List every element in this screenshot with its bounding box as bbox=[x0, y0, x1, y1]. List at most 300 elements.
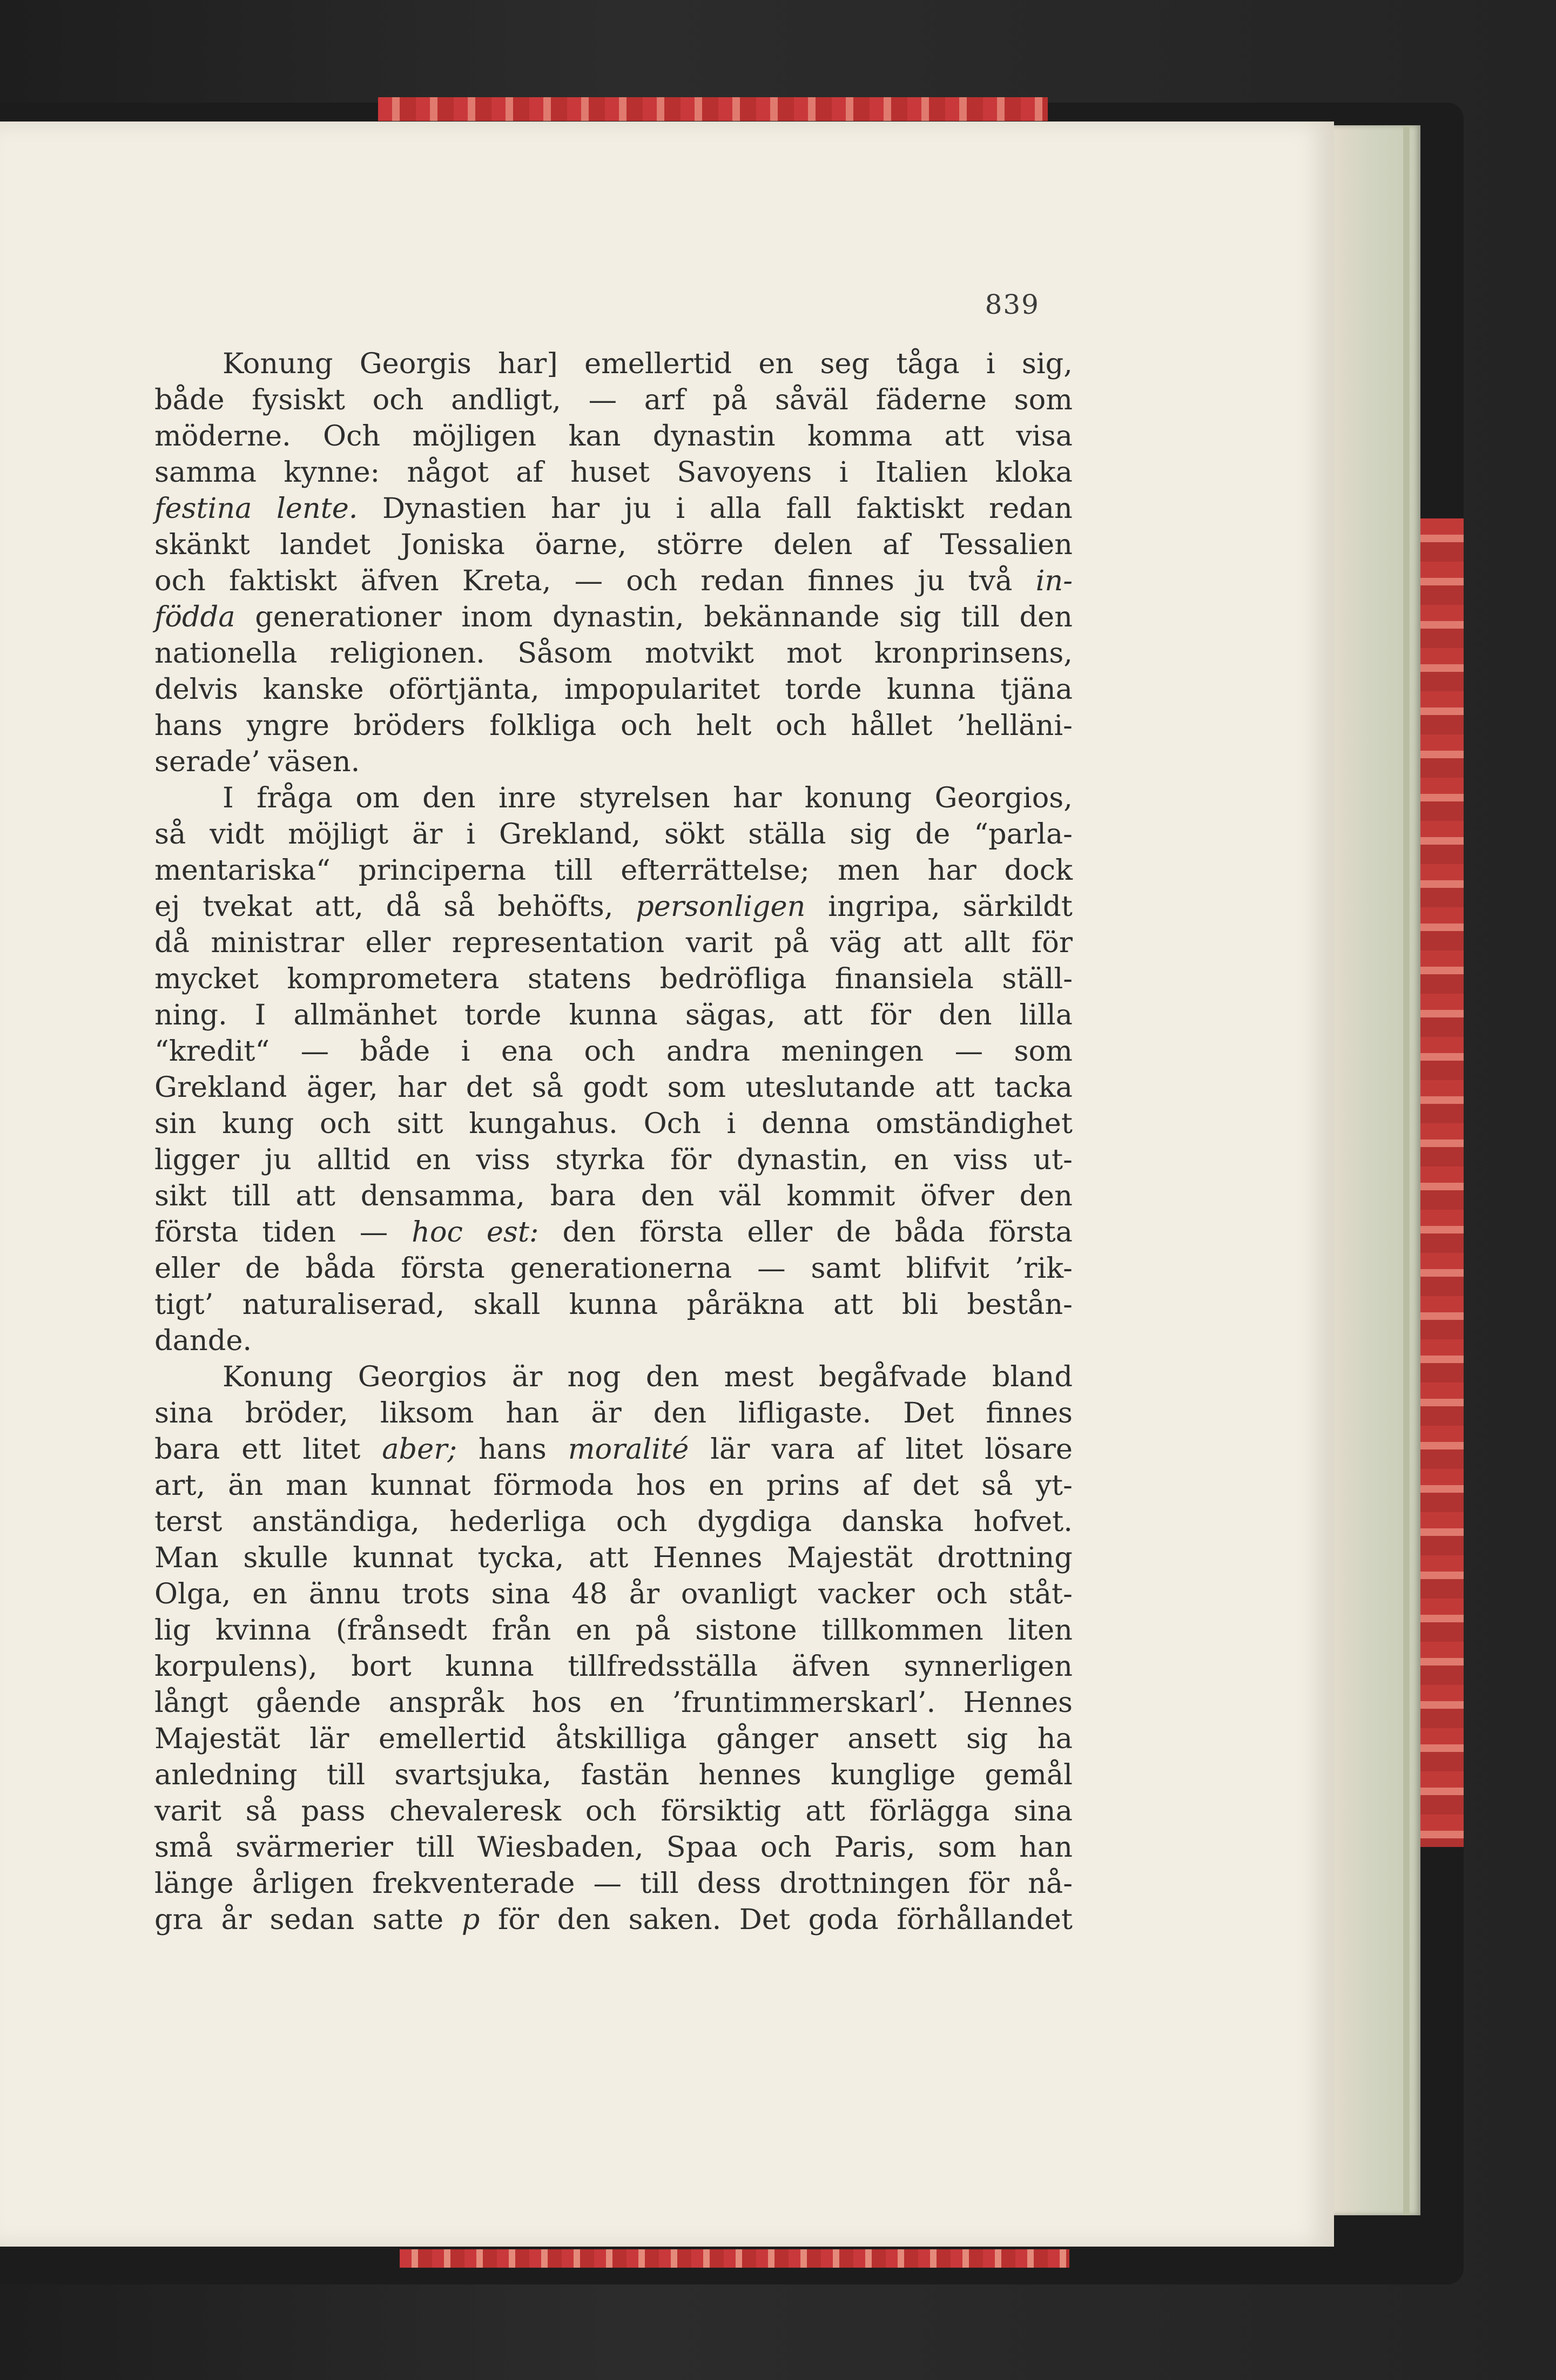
word: större bbox=[656, 528, 744, 561]
word: till bbox=[416, 1831, 455, 1864]
word: terst bbox=[154, 1505, 223, 1538]
word: konung bbox=[804, 781, 912, 814]
word: styrelsen bbox=[579, 781, 710, 814]
word: ena bbox=[501, 1035, 554, 1068]
text-line bbox=[154, 1540, 1073, 1576]
word: gånger bbox=[716, 1722, 818, 1755]
word: kommit bbox=[786, 1179, 895, 1212]
word: lig bbox=[154, 1614, 191, 1647]
word: kunna bbox=[886, 673, 976, 706]
word: bestån- bbox=[967, 1288, 1073, 1321]
text-line bbox=[154, 925, 1073, 961]
word: då bbox=[154, 926, 190, 959]
word: och bbox=[585, 1795, 637, 1828]
word: till bbox=[640, 1867, 679, 1900]
word: Dynastien bbox=[382, 492, 527, 525]
word: fall bbox=[786, 492, 832, 525]
word: ståt- bbox=[1008, 1577, 1073, 1610]
word: svartsjuka, bbox=[394, 1758, 552, 1791]
word: skall bbox=[473, 1288, 541, 1321]
word: danska bbox=[841, 1505, 944, 1538]
word: bli bbox=[901, 1288, 939, 1321]
word: kunna bbox=[569, 999, 658, 1031]
word: bröder, bbox=[245, 1397, 348, 1430]
word: kung bbox=[222, 1107, 294, 1140]
word: bara bbox=[154, 1433, 220, 1466]
word: som bbox=[667, 1071, 726, 1104]
word: i bbox=[676, 492, 685, 525]
word: religionen. bbox=[329, 637, 485, 670]
word: saken. bbox=[628, 1903, 722, 1936]
word: och bbox=[621, 709, 672, 742]
word: landet bbox=[280, 528, 371, 561]
word: gående bbox=[255, 1686, 361, 1719]
word: Kreta, bbox=[462, 564, 551, 597]
word: första bbox=[639, 1216, 724, 1249]
word: frekventerade bbox=[372, 1867, 575, 1900]
word: till bbox=[326, 1758, 366, 1791]
word: sikt bbox=[154, 1179, 207, 1212]
word: hans bbox=[478, 1433, 547, 1466]
word: än bbox=[228, 1469, 264, 1502]
word: andra bbox=[666, 1035, 750, 1068]
word: drottningen bbox=[779, 1867, 950, 1900]
word: ovanligt bbox=[681, 1577, 797, 1610]
word: att bbox=[295, 1179, 336, 1212]
text-line bbox=[154, 490, 1073, 527]
word: ingripa, bbox=[828, 890, 940, 923]
word: tvekat bbox=[203, 890, 293, 923]
word: en bbox=[252, 1577, 288, 1610]
word: andligt, bbox=[451, 383, 561, 416]
red-page-edge-top bbox=[378, 97, 1048, 121]
word: af bbox=[883, 528, 910, 561]
word: tillkommen bbox=[821, 1614, 984, 1647]
word: af bbox=[862, 1469, 890, 1502]
word: öfver bbox=[920, 1179, 994, 1212]
word: förlägga bbox=[869, 1795, 990, 1828]
word: bort bbox=[351, 1650, 412, 1683]
word: en bbox=[575, 1614, 611, 1647]
word: folkliga bbox=[489, 709, 597, 742]
word: det bbox=[466, 1071, 513, 1104]
word: så bbox=[443, 890, 475, 923]
word: in- bbox=[1035, 564, 1073, 597]
word: årligen bbox=[252, 1867, 354, 1900]
word: så bbox=[981, 1469, 1013, 1502]
word: har] bbox=[498, 347, 558, 380]
word: seg bbox=[820, 347, 870, 380]
word: Det bbox=[903, 1397, 954, 1430]
word: långt bbox=[154, 1686, 228, 1719]
word: sin bbox=[154, 1107, 197, 1140]
word: litet bbox=[905, 1433, 964, 1466]
text-line bbox=[154, 1142, 1073, 1178]
word: — bbox=[593, 1867, 622, 1900]
word: första bbox=[401, 1252, 485, 1285]
word: 48 bbox=[571, 1577, 608, 1610]
body-text bbox=[154, 346, 1073, 1938]
word: lente. bbox=[276, 492, 358, 525]
word: påräkna bbox=[686, 1288, 805, 1321]
word: alltid bbox=[316, 1143, 390, 1176]
word: dess bbox=[697, 1867, 762, 1900]
word: bara bbox=[550, 1179, 616, 1212]
word: Och bbox=[322, 420, 381, 453]
word: Majestät bbox=[787, 1541, 913, 1574]
word: en bbox=[415, 1143, 451, 1176]
word: faktiskt bbox=[856, 492, 965, 525]
word: nog bbox=[567, 1360, 621, 1393]
word: hofvet. bbox=[973, 1505, 1073, 1538]
word: för bbox=[968, 1867, 1010, 1900]
text-line bbox=[154, 1503, 1073, 1540]
word: möjligen bbox=[412, 420, 537, 453]
word: Savoyens bbox=[677, 456, 812, 489]
word: — bbox=[588, 383, 617, 416]
word: yngre bbox=[246, 709, 329, 742]
word: Wiesbaden, bbox=[477, 1831, 644, 1864]
word: hoc bbox=[412, 1216, 463, 1249]
word: Konung bbox=[223, 1360, 333, 1393]
text-line bbox=[154, 1829, 1073, 1865]
word: finnes bbox=[986, 1397, 1073, 1430]
word: generationer bbox=[255, 601, 442, 633]
word: har bbox=[733, 781, 782, 814]
text-line bbox=[154, 1467, 1073, 1503]
word: tigt’ bbox=[154, 1288, 214, 1321]
word: Georgis bbox=[359, 347, 471, 380]
word: de bbox=[836, 1216, 871, 1249]
word: då bbox=[386, 890, 421, 923]
word: sökt bbox=[664, 818, 725, 851]
text-line bbox=[154, 346, 1073, 382]
text-line bbox=[154, 527, 1073, 563]
word: hos bbox=[636, 1469, 686, 1502]
word: ett bbox=[241, 1433, 281, 1466]
word: lär bbox=[309, 1722, 349, 1755]
word: som bbox=[1014, 1035, 1073, 1068]
word: Konung bbox=[223, 347, 333, 380]
word: båda bbox=[894, 1216, 965, 1249]
word: densamma, bbox=[360, 1179, 525, 1212]
word: meningen bbox=[781, 1035, 924, 1068]
word: kunnat bbox=[370, 1469, 471, 1502]
word: generationerna bbox=[510, 1252, 732, 1285]
word: i bbox=[461, 1035, 470, 1068]
word: anspråk bbox=[388, 1686, 504, 1719]
word: första bbox=[154, 1216, 239, 1249]
word: fysiskt bbox=[252, 383, 345, 416]
word: inom bbox=[461, 601, 533, 633]
word: satte bbox=[372, 1903, 444, 1936]
word: efterrättelse; bbox=[621, 854, 810, 887]
word: af bbox=[856, 1433, 884, 1466]
word: lär bbox=[710, 1433, 750, 1466]
word: vacker bbox=[818, 1577, 915, 1610]
word: dock bbox=[1004, 854, 1073, 887]
word: kunna bbox=[445, 1650, 534, 1683]
word: länge bbox=[154, 1867, 234, 1900]
word: Det bbox=[739, 1903, 791, 1936]
word: chevaleresk bbox=[389, 1795, 562, 1828]
word: gemål bbox=[985, 1758, 1073, 1791]
word: sig bbox=[899, 601, 941, 633]
word: den bbox=[562, 1216, 616, 1249]
word: tåga bbox=[896, 347, 960, 380]
word: goda bbox=[808, 1903, 879, 1936]
word: impopularitet bbox=[564, 673, 760, 706]
word: ännu bbox=[308, 1577, 381, 1610]
word: ej bbox=[154, 890, 180, 923]
word: “kredit“ bbox=[154, 1035, 270, 1068]
word: ’helläni- bbox=[956, 709, 1073, 742]
word: behöfts, bbox=[497, 890, 614, 923]
word: sina bbox=[1014, 1795, 1073, 1828]
text-line bbox=[154, 1612, 1073, 1648]
word: något bbox=[407, 456, 489, 489]
text-line bbox=[154, 1865, 1073, 1902]
word: Man bbox=[154, 1541, 219, 1574]
word: så bbox=[531, 1071, 564, 1104]
word: äfven bbox=[360, 564, 439, 597]
word: viss bbox=[476, 1143, 530, 1176]
word: födda bbox=[154, 601, 235, 633]
red-page-edge-right bbox=[1418, 518, 1464, 1847]
word: aber; bbox=[382, 1433, 457, 1466]
word: en bbox=[709, 1469, 744, 1502]
word: hållet bbox=[851, 709, 933, 742]
word: yt- bbox=[1035, 1469, 1073, 1502]
word: naturaliserad, bbox=[242, 1288, 445, 1321]
word: personligen bbox=[636, 890, 806, 923]
word: fastän bbox=[581, 1758, 670, 1791]
word: allt bbox=[964, 926, 1011, 959]
word: delen bbox=[773, 528, 853, 561]
word: begåfvade bbox=[818, 1360, 967, 1393]
word: den bbox=[645, 1360, 699, 1393]
word: de bbox=[245, 1252, 280, 1285]
word: visa bbox=[1016, 420, 1073, 453]
word: viss bbox=[954, 1143, 1008, 1176]
word: sistone bbox=[695, 1614, 797, 1647]
word: Grekland, bbox=[499, 818, 641, 851]
word: redan bbox=[988, 492, 1073, 525]
word: moralité bbox=[568, 1433, 689, 1466]
word: bland bbox=[992, 1360, 1073, 1393]
word: svärmerier bbox=[235, 1831, 393, 1864]
word: väsen. bbox=[268, 745, 360, 778]
word: på bbox=[774, 926, 809, 959]
word: äfven bbox=[791, 1650, 870, 1683]
word: statens bbox=[527, 962, 632, 995]
word: inre bbox=[499, 781, 556, 814]
word: väg bbox=[830, 926, 882, 959]
word: förhållandet bbox=[897, 1903, 1073, 1936]
word: torde bbox=[464, 999, 542, 1031]
word: och bbox=[760, 1831, 812, 1864]
word: delvis bbox=[154, 673, 238, 706]
word: torde bbox=[785, 673, 862, 706]
text-line bbox=[154, 599, 1073, 635]
word: anledning bbox=[154, 1758, 298, 1791]
word: principerna bbox=[358, 854, 527, 887]
text-line bbox=[154, 1359, 1073, 1395]
word: skänkt bbox=[154, 528, 250, 561]
word: år bbox=[629, 1577, 660, 1610]
word: Joniska bbox=[400, 528, 505, 561]
word: Italien bbox=[875, 456, 968, 489]
word: art, bbox=[154, 1469, 206, 1502]
word: de bbox=[915, 818, 951, 851]
word: kungahus. bbox=[469, 1107, 618, 1140]
word: representation bbox=[452, 926, 665, 959]
word: bedröfliga bbox=[659, 962, 807, 995]
word: fäderne bbox=[875, 383, 987, 416]
word: pass bbox=[301, 1795, 366, 1828]
word: att bbox=[935, 1071, 975, 1104]
word: den bbox=[422, 781, 476, 814]
word: finansiela bbox=[834, 962, 974, 995]
word: synnerligen bbox=[904, 1650, 1073, 1683]
word: för bbox=[497, 1903, 540, 1936]
word: äger, bbox=[306, 1071, 378, 1104]
word: men bbox=[837, 854, 900, 887]
word: ansett bbox=[847, 1722, 937, 1755]
word: han bbox=[1019, 1831, 1073, 1864]
word: mest bbox=[724, 1360, 794, 1393]
word: emellertid bbox=[584, 347, 732, 380]
word: — bbox=[954, 1035, 984, 1068]
word: ju bbox=[264, 1143, 292, 1176]
word: korpulens), bbox=[154, 1650, 318, 1683]
text-line bbox=[154, 1033, 1073, 1069]
word: en bbox=[758, 347, 794, 380]
word: dygdiga bbox=[697, 1505, 812, 1538]
word: arf bbox=[644, 383, 685, 416]
text-line bbox=[154, 1214, 1073, 1250]
word: af bbox=[516, 456, 543, 489]
word: tacka bbox=[994, 1071, 1073, 1104]
word: ställa bbox=[748, 818, 826, 851]
word: och bbox=[320, 1107, 371, 1140]
word: omständighet bbox=[875, 1107, 1073, 1140]
word: vara bbox=[771, 1433, 835, 1466]
word: Hennes bbox=[652, 1541, 763, 1574]
word: kronprinsens, bbox=[874, 637, 1073, 670]
word: Spaa bbox=[666, 1831, 738, 1864]
word: emellertid bbox=[378, 1722, 527, 1755]
word: så bbox=[245, 1795, 277, 1828]
word: skulle bbox=[243, 1541, 328, 1574]
word: dynastin, bbox=[553, 601, 684, 633]
word: dande. bbox=[154, 1324, 252, 1357]
word: kunglige bbox=[831, 1758, 956, 1791]
red-page-edge-bottom bbox=[400, 2249, 1069, 2268]
word: möderne. bbox=[154, 420, 291, 453]
word: hans bbox=[154, 709, 223, 742]
word: såväl bbox=[774, 383, 848, 416]
word: huset bbox=[570, 456, 650, 489]
word: sina bbox=[154, 1397, 213, 1430]
word: mentariska“ bbox=[154, 854, 331, 887]
word: — bbox=[359, 1216, 388, 1249]
word: Paris, bbox=[834, 1831, 915, 1864]
word: samt bbox=[811, 1252, 881, 1285]
word: drottning bbox=[937, 1541, 1073, 1574]
word: uteslutande bbox=[745, 1071, 915, 1104]
word: försiktig bbox=[661, 1795, 782, 1828]
word: kunnat bbox=[353, 1541, 453, 1574]
word: möjligt bbox=[288, 818, 389, 851]
word: motvikt bbox=[644, 637, 754, 670]
word: sitt bbox=[396, 1107, 443, 1140]
word: man bbox=[286, 1469, 348, 1502]
word: ’fruntimmerskarl’. bbox=[672, 1686, 936, 1719]
word: är bbox=[511, 1360, 543, 1393]
text-line bbox=[154, 454, 1073, 490]
word: den bbox=[641, 1179, 695, 1212]
word: lösare bbox=[985, 1433, 1073, 1466]
word: i bbox=[726, 1107, 736, 1140]
word: helt bbox=[696, 709, 752, 742]
word: det bbox=[912, 1469, 959, 1502]
text-line bbox=[154, 563, 1073, 599]
word: den bbox=[653, 1397, 707, 1430]
word: ’rik- bbox=[1014, 1252, 1073, 1285]
word: bekännande bbox=[704, 601, 880, 633]
text-line bbox=[154, 418, 1073, 454]
word: den bbox=[939, 999, 992, 1031]
word: är bbox=[591, 1397, 622, 1430]
word: väl bbox=[719, 1179, 762, 1212]
word: att bbox=[588, 1541, 629, 1574]
word: allmänhet bbox=[293, 999, 437, 1031]
word: har bbox=[927, 854, 976, 887]
text-line bbox=[154, 780, 1073, 816]
word: ut- bbox=[1033, 1143, 1073, 1176]
word: — bbox=[757, 1252, 786, 1285]
word: fråga bbox=[257, 781, 333, 814]
word: hos bbox=[531, 1686, 582, 1719]
text-line bbox=[154, 382, 1073, 418]
text-line bbox=[154, 1902, 1073, 1938]
word: Grekland bbox=[154, 1071, 287, 1104]
word: ställ- bbox=[1002, 962, 1073, 995]
word: för bbox=[1031, 926, 1073, 959]
word: och bbox=[616, 1505, 668, 1538]
word: den bbox=[557, 1903, 611, 1936]
word: båda bbox=[305, 1252, 376, 1285]
word: tjäna bbox=[1000, 673, 1073, 706]
word: — bbox=[574, 564, 603, 597]
word: en bbox=[893, 1143, 929, 1176]
word: faktiskt bbox=[229, 564, 338, 597]
word: har bbox=[398, 1071, 447, 1104]
word: sig, bbox=[1021, 347, 1073, 380]
text-line bbox=[154, 1757, 1073, 1793]
word: hennes bbox=[698, 1758, 801, 1791]
text-line bbox=[154, 1648, 1073, 1684]
word: på bbox=[712, 383, 748, 416]
page-number: 839 bbox=[985, 289, 1040, 320]
word: i bbox=[839, 456, 848, 489]
word: nationella bbox=[154, 637, 298, 670]
word: prins bbox=[766, 1469, 840, 1502]
word: att bbox=[833, 1288, 873, 1321]
word: Hennes bbox=[963, 1686, 1073, 1719]
word: Georgios bbox=[358, 1360, 487, 1393]
